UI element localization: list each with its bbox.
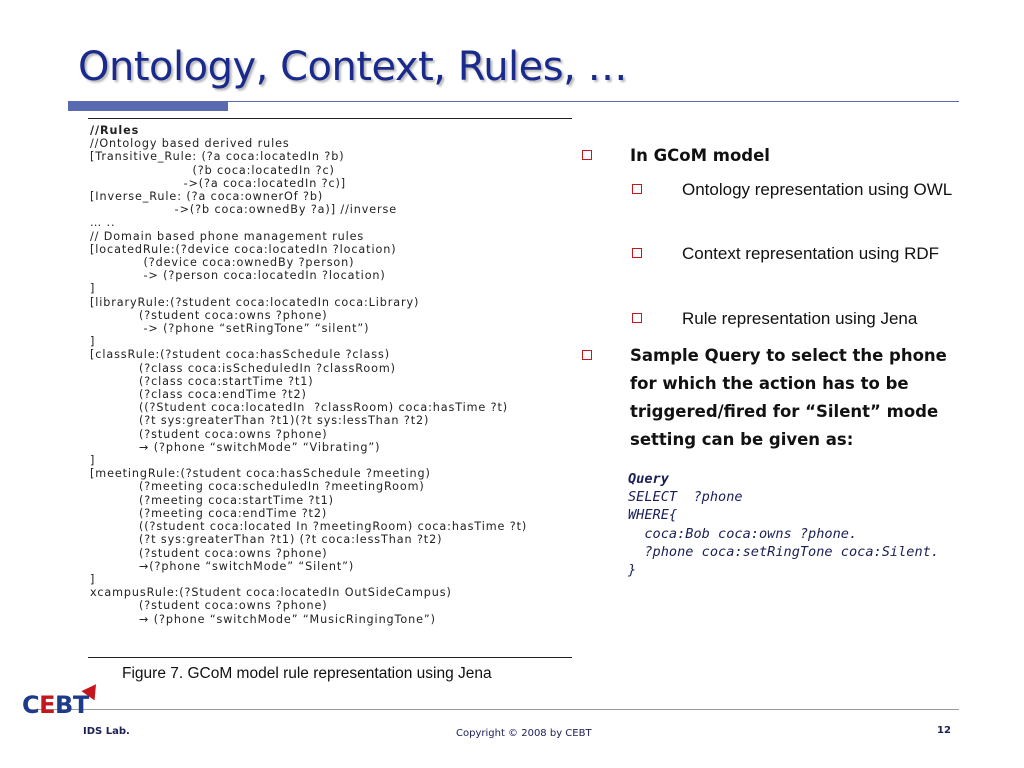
square-bullet-icon [632,184,642,194]
bullet-gcom-model: In GCoM model [578,142,975,170]
query-label: Query [628,471,669,487]
cebt-logo [22,683,102,727]
copyright-text: Copyright © 2008 by CEBT [456,728,592,739]
code-line: ->(?a coca:locatedIn ?c)] [90,176,347,190]
square-bullet-icon [582,150,592,160]
sparql-query [628,470,939,579]
square-bullet-icon [632,248,642,258]
figure-top-rule [88,118,572,119]
query-triple-1: coca:Bob coca:owns ?phone. [644,525,858,542]
code-line: (?class coca:startTime ?t1) [90,374,314,388]
select-variable: ?phone [693,489,743,506]
code-line: [classRule:(?student coca:hasSchedule ?class) [90,348,390,362]
slide-title: Ontology, Context, Rules, … [78,44,628,90]
code-line: ] [90,335,96,349]
code-line: [Inverse_Rule: (?a coca:ownerOf ?b) [90,190,324,204]
code-line: (?meeting coca:endTime ?t2) [90,506,328,520]
code-line: (?t sys:greaterThan ?t1) (?t coca:lessThan ?t2) [90,533,443,547]
code-line: -> (?person coca:locatedIn ?location) [90,269,386,283]
code-line: xcampusRule:(?Student coca:locatedIn OutSideCampus) [90,586,452,600]
query-close-brace: } [628,562,637,579]
bullet-sample-query: Sample Query to select the phone for which the action has to be triggered/fired for “Silent” mode setting can be given as: [578,342,975,454]
rules-figure [88,118,572,688]
code-line: (?b coca:locatedIn ?c) [90,163,335,177]
logo-text: CEBT [22,691,89,719]
code-line: (?t sys:greaterThan ?t1)(?t sys:lessThan ?t2) [90,414,430,428]
code-line: ((?Student coca:locatedIn ?classRoom) coca:hasTime ?t) [90,401,509,415]
bullet-ontology-owl: Ontology representation using OWL [578,176,972,204]
code-line: [meetingRule:(?student coca:hasSchedule ?meeting) [90,467,431,481]
where-keyword: WHERE{ [628,507,678,524]
code-line: ((?student coca:located In ?meetingRoom) coca:hasTime ?t) [90,520,528,534]
code-line: (?meeting coca:startTime ?t1) [90,493,334,507]
footer-divider [28,709,959,710]
figure-bottom-rule [88,657,572,658]
jena-rules-code [90,124,527,626]
code-line: //Ontology based derived rules [90,137,290,151]
code-line: //Rules [90,124,140,137]
code-line: (?student coca:owns ?phone) [90,599,328,613]
code-line: → (?phone “switchMode” “MusicRingingTone”) [90,612,436,626]
page-number: 12 [937,725,951,736]
bullet-context-rdf: Context representation using RDF [578,240,972,268]
code-line: ] [90,572,96,586]
code-line: ->(?b coca:ownedBy ?a)] //inverse [90,203,398,217]
code-line: (?student coca:owns ?phone) [90,427,328,441]
code-line: (?student coca:owns ?phone) [90,546,328,560]
title-accent-bar [68,101,228,111]
code-line: [Transitive_Rule: (?a coca:locatedIn ?b) [90,150,345,164]
query-triple-2: ?phone coca:setRingTone coca:Silent. [644,543,940,560]
square-bullet-icon [582,350,592,360]
select-keyword: SELECT [628,489,678,506]
figure-caption: Figure 7. GCoM model rule representation using Jena [122,665,492,682]
code-line: (?meeting coca:scheduledIn ?meetingRoom) [90,480,425,494]
code-line: → (?phone “switchMode” “Vibrating”) [90,440,381,454]
code-line: (?student coca:owns ?phone) [90,308,328,322]
square-bullet-icon [632,313,642,323]
code-line: (?device coca:ownedBy ?person) [90,256,355,270]
code-line: [libraryRule:(?student coca:locatedIn coca:Library) [90,295,420,309]
lab-name: IDS Lab. [83,726,130,737]
code-line: (?class coca:isScheduledIn ?classRoom) [90,361,396,375]
code-line: ] [90,282,96,296]
code-line: (?class coca:endTime ?t2) [90,388,307,402]
code-line: // Domain based phone management rules [90,229,365,243]
code-line: →(?phone “switchMode” “Silent”) [90,559,355,573]
code-line: [locatedRule:(?device coca:locatedIn ?location) [90,242,397,256]
code-line: -> (?phone “setRingTone” “silent”) [90,322,370,336]
code-line: ] [90,454,96,468]
bullet-rule-jena: Rule representation using Jena [578,305,972,333]
code-line: … .. [90,216,116,230]
